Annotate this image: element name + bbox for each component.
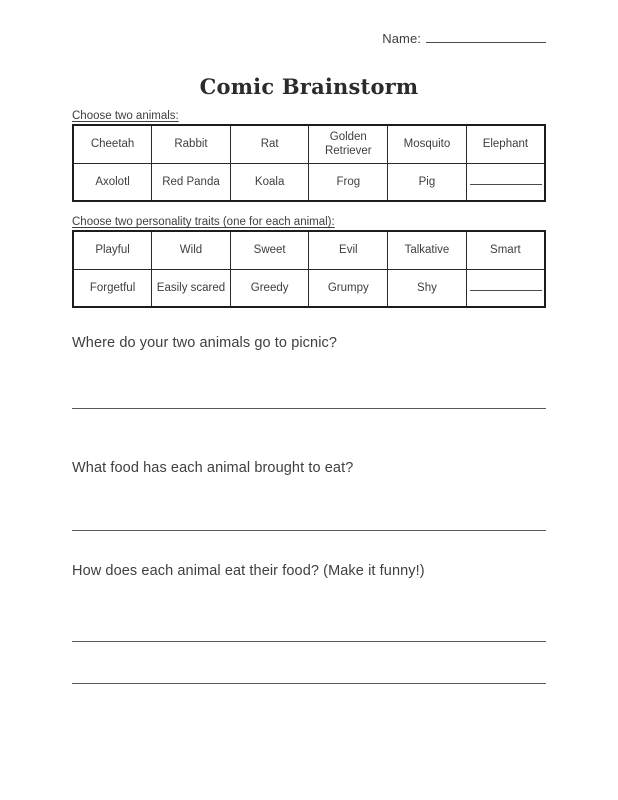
trait-option-cell[interactable]: Smart bbox=[466, 231, 545, 269]
trait-option-cell[interactable]: Forgetful bbox=[73, 269, 152, 307]
trait-option-cell[interactable]: Grumpy bbox=[309, 269, 388, 307]
name-label: Name: bbox=[382, 31, 421, 46]
name-write-in-line[interactable] bbox=[426, 30, 546, 43]
answer-line[interactable] bbox=[72, 641, 546, 642]
animal-option-cell[interactable]: Cheetah bbox=[73, 125, 152, 163]
animal-option-cell[interactable]: Golden Retriever bbox=[309, 125, 388, 163]
trait-write-in-cell[interactable] bbox=[466, 269, 545, 307]
question-text: How does each animal eat their food? (Make it funny!) bbox=[72, 563, 425, 579]
page-title: Comic Brainstorm bbox=[199, 74, 419, 99]
table-row bbox=[73, 163, 545, 201]
animal-option-cell[interactable]: Rabbit bbox=[152, 125, 231, 163]
section-label-traits: Choose two personality traits (one for each animal): bbox=[72, 216, 335, 228]
animals-choice-table bbox=[72, 124, 546, 202]
trait-option-cell[interactable]: Shy bbox=[388, 269, 467, 307]
animal-option-cell[interactable]: Frog bbox=[309, 163, 388, 201]
write-in-line[interactable] bbox=[470, 175, 542, 185]
trait-option-cell[interactable]: Talkative bbox=[388, 231, 467, 269]
table-row bbox=[73, 269, 545, 307]
animal-option-cell[interactable]: Koala bbox=[230, 163, 309, 201]
trait-option-cell[interactable]: Playful bbox=[73, 231, 152, 269]
animal-option-cell[interactable]: Mosquito bbox=[388, 125, 467, 163]
trait-option-cell[interactable]: Easily scared bbox=[152, 269, 231, 307]
trait-option-cell[interactable]: Greedy bbox=[230, 269, 309, 307]
answer-line[interactable] bbox=[72, 683, 546, 684]
animal-option-cell[interactable]: Pig bbox=[388, 163, 467, 201]
table-row bbox=[73, 231, 545, 269]
name-field-row bbox=[72, 30, 546, 46]
table-row bbox=[73, 125, 545, 163]
trait-option-cell[interactable]: Evil bbox=[309, 231, 388, 269]
trait-option-cell[interactable]: Wild bbox=[152, 231, 231, 269]
traits-choice-table bbox=[72, 230, 546, 308]
animal-option-cell[interactable]: Axolotl bbox=[73, 163, 152, 201]
animal-option-cell[interactable]: Red Panda bbox=[152, 163, 231, 201]
write-in-line[interactable] bbox=[470, 281, 542, 291]
question-text: Where do your two animals go to picnic? bbox=[72, 335, 338, 351]
answer-line[interactable] bbox=[72, 530, 546, 531]
animal-option-cell[interactable]: Elephant bbox=[466, 125, 545, 163]
section-label-animals: Choose two animals: bbox=[72, 110, 179, 122]
animal-option-cell[interactable]: Rat bbox=[230, 125, 309, 163]
animal-write-in-cell[interactable] bbox=[466, 163, 545, 201]
answer-line[interactable] bbox=[72, 408, 546, 409]
question-text: What food has each animal brought to eat? bbox=[72, 460, 354, 476]
trait-option-cell[interactable]: Sweet bbox=[230, 231, 309, 269]
